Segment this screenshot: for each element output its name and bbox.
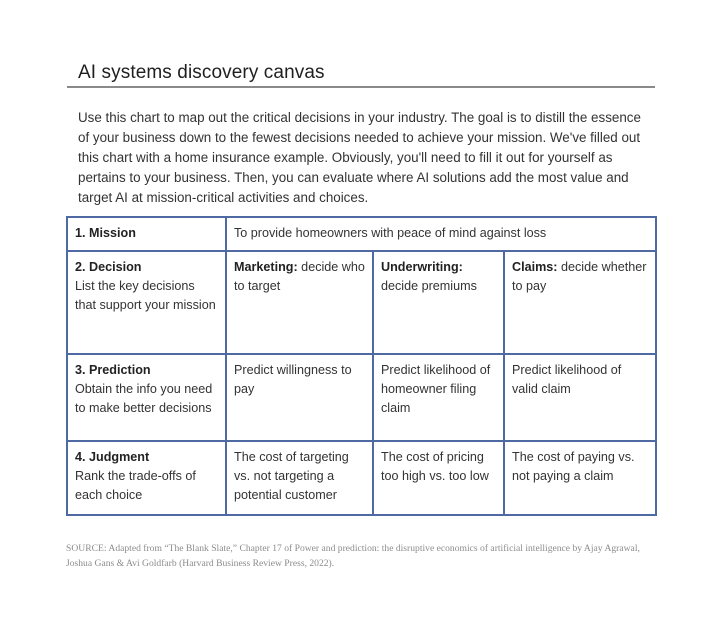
prediction-heading-cell	[67, 354, 226, 441]
prediction-subtext: Obtain the info you need to make better decisions	[75, 382, 213, 415]
judgment-marketing-cell: The cost of targeting vs. not targeting a potential customer	[226, 441, 373, 515]
prediction-row	[67, 354, 656, 441]
decision-row	[67, 251, 656, 354]
decision-claims-text: decide whether to pay	[512, 260, 647, 293]
decision-underwriting-label: Underwriting:	[381, 260, 463, 274]
decision-subtext: List the key decisions that support your mission	[75, 279, 216, 312]
judgment-claims-cell: The cost of paying vs. not paying a claim	[504, 441, 656, 515]
prediction-underwriting-cell: Predict likelihood of homeowner filing claim	[373, 354, 504, 441]
decision-underwriting-text: decide premiums	[381, 279, 477, 293]
mission-text-cell	[226, 217, 656, 251]
decision-marketing-cell	[226, 251, 373, 354]
page-title: AI systems discovery canvas	[78, 62, 325, 83]
decision-marketing-text: decide who to target	[234, 260, 365, 293]
judgment-row	[67, 441, 656, 515]
prediction-heading: 3. Prediction	[75, 363, 151, 377]
intro-paragraph: Use this chart to map out the critical decisions in your industry. The goal is to distill the essence of your business down to the fewest decisions needed to achieve your mission. We've filled out this chart with a home insurance example. Obviously, you'll need to fill it out for yourself as pertains to your business. Then, you can evaluate where AI solutions add the most value and target AI at mission-critical activities and choices.	[78, 110, 641, 205]
judgment-heading-cell	[67, 441, 226, 515]
judgment-heading: 4. Judgment	[75, 450, 150, 464]
discovery-canvas-table	[66, 216, 657, 516]
mission-heading: 1. Mission	[75, 226, 136, 240]
decision-claims-cell	[504, 251, 656, 354]
decision-heading-cell	[67, 251, 226, 354]
decision-claims-label: Claims:	[512, 260, 558, 274]
mission-text: To provide homeowners with peace of mind against loss	[234, 226, 547, 240]
decision-marketing-label: Marketing:	[234, 260, 298, 274]
mission-row	[67, 217, 656, 251]
mission-heading-cell	[67, 217, 226, 251]
source-citation: SOURCE: Adapted from “The Blank Slate,” Chapter 17 of Power and prediction: the disruptive economics of artificial intelligence by Ajay Agrawal, Joshua Gans & Avi Goldfarb (Harvard Business Review Press, 2022).	[66, 543, 640, 569]
title-divider	[67, 86, 655, 88]
decision-underwriting-cell	[373, 251, 504, 354]
judgment-underwriting-cell: The cost of pricing too high vs. too low	[373, 441, 504, 515]
prediction-claims-cell: Predict likelihood of valid claim	[504, 354, 656, 441]
decision-heading: 2. Decision	[75, 260, 142, 274]
judgment-subtext: Rank the trade-offs of each choice	[75, 469, 196, 502]
prediction-marketing-cell: Predict willingness to pay	[226, 354, 373, 441]
